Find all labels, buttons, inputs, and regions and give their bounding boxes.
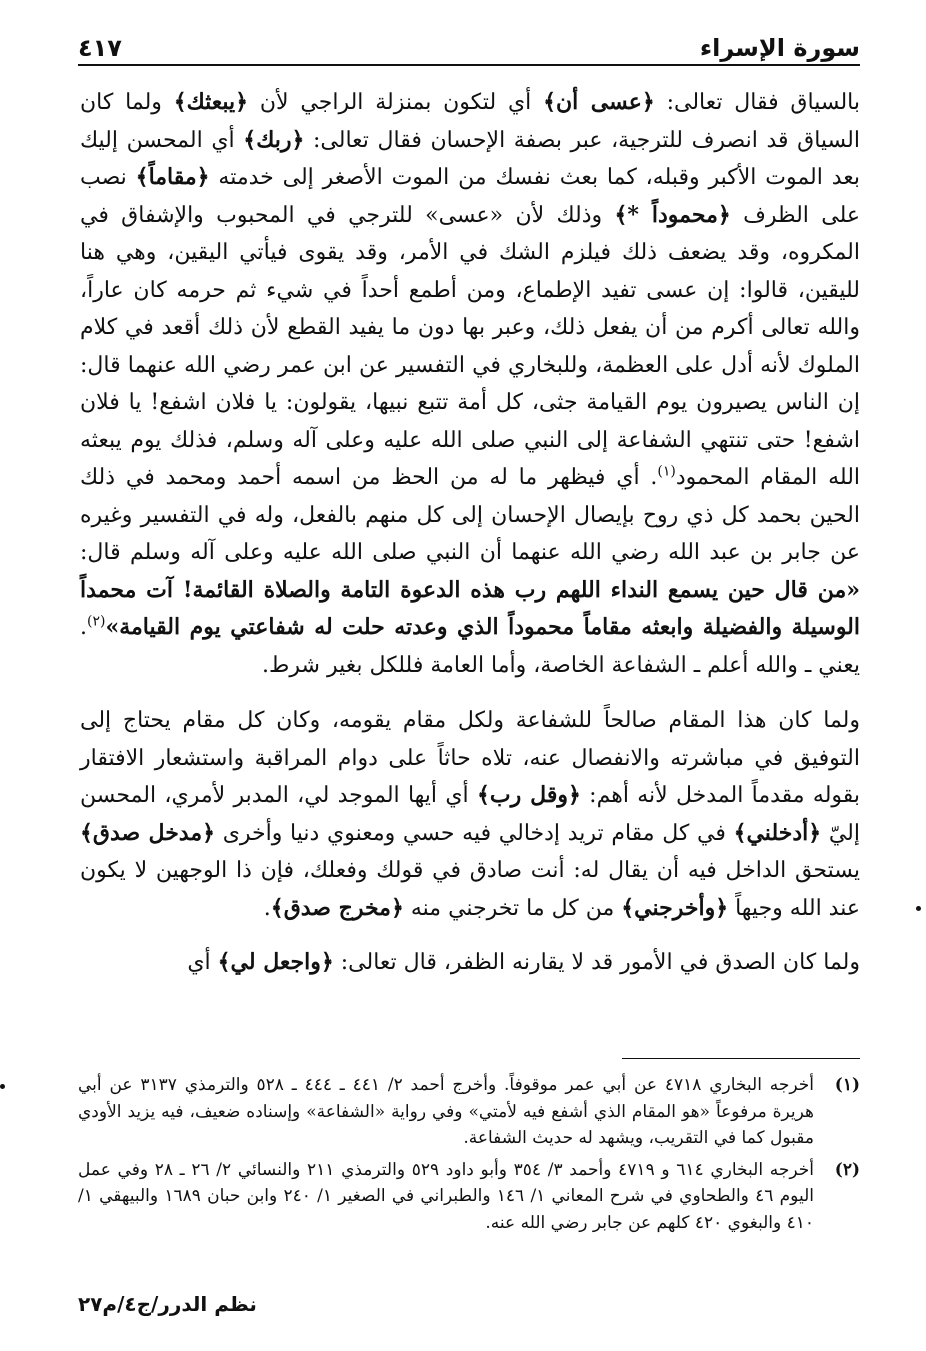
footnotes	[78, 1072, 860, 1241]
quran-quote: ﴿وأخرجني﴾	[621, 894, 729, 921]
text-run: بالسياق فقال تعالى:	[654, 90, 860, 115]
text-run: ولما كان السياق قد انصرف للترجية، عبر بصفة الإحسان فقال تعالى:	[80, 90, 860, 153]
text-run: .	[263, 895, 271, 921]
page-number: ٤١٧	[78, 34, 122, 62]
margin-dot	[916, 906, 921, 911]
text-run: . يعني ـ والله أعلم ـ الشفاعة الخاصة، وأما العامة فللكل بغير شرط.	[80, 615, 860, 678]
main-text	[80, 84, 860, 982]
text-run: أي	[187, 950, 218, 975]
quran-quote: ﴿عسى أن﴾	[543, 89, 655, 115]
quran-quote: ﴿محموداً *﴾	[614, 201, 731, 228]
footnote-number: (٢)	[834, 1159, 860, 1180]
footnote-ref: (٢)	[87, 613, 106, 630]
text-run: وذلك لأن «عسى» للترجي في المحبوب والإشفاق في المكروه، وقد يضعف ذلك فيلزم الشك في الأمر، وقد يقوى فيأتي اليقين، وهي هنا لليقين، قالوا: إن عسى تفيد الإطماع، ومن أطمع أحداً في شيء ثم حرمه كان عاراً، والله تعالى أكرم من أن يفعل ذلك، وعبر بها دون ما يفيد القطع لأن ذلك أقعد في كلام الملوك لأنه أدل على العظمة، وللبخاري في التفسير عن ابن عمر رضي الله عنهما قال: إن الناس يصيرون يوم القيامة جثى، كل أمة تتبع نبيها، يقولون: يا فلان اشفع! يا فلان اشفع! حتى تنتهي الشفاعة إلى النبي صلى الله عليه وعلى آله وسلم، فذلك يوم يبعثه الله المقام المحمود	[80, 202, 861, 490]
signature-mark: نظم الدرر/ج٤/م٢٧	[78, 1292, 257, 1316]
text-run: أي لتكون بمنزلة الراجي لأن	[248, 90, 544, 115]
paragraph-3	[80, 944, 860, 982]
text-run: يستحق الداخل فيه أن يقال له: أنت صادق في قولك وفعلك، فإن ذا الوجهين لا يكون عند الله وجيهاً	[80, 858, 860, 921]
quran-quote: ﴿واجعل لي﴾	[217, 949, 334, 975]
quran-quote: ﴿ربك﴾	[243, 126, 305, 153]
footnote-number: (١)	[834, 1075, 860, 1095]
quran-quote: ﴿يبعثك﴾	[173, 89, 249, 115]
quran-quote: ﴿مقاماً﴾	[135, 164, 210, 190]
footnote-text: أخرجه البخاري ٤٧١٨ عن أبي عمر موقوفاً. وأخرج أحمد ٢/ ٤٤١ ـ ٤٤٤ ـ ٥٢٨ والترمذي ٣١٣٧ عن أبي هريرة مرفوعاً «هو المقام الذي أشفع فيه لأمتي» وفي رواية «الشفاعة» وإسناده ضعيف، فيه يزيد الأودي مقبول كما في التقريب، ويشهد له حديث الشفاعة.	[78, 1075, 814, 1148]
footnote-text: أخرجه البخاري ٦١٤ و ٤٧١٩ وأحمد ٣/ ٣٥٤ وأبو داود ٥٢٩ والترمذي ٢١١ والنسائي ٢/ ٢٦ ـ ٢٨ وفي عمل اليوم ٤٦ والطحاوي في شرح المعاني ١/ ١٤٦ والطبراني في الصغير ١/ ٢٤٠ وابن حبان ١٦٨٩ والبيهقي ١/ ٤١٠ والبغوي ٤٢٠ كلهم عن جابر رضي الله عنه.	[78, 1159, 814, 1233]
text-run: . أي فيظهر ما له من الحظ من اسمه أحمد ومحمد في ذلك الحين بحمد كل ذي روح بإيصال الإحسان إلى كل منهم بالفعل، وله في التفسير وغيره عن جابر بن عبد الله رضي الله عنهما أن النبي صلى الله عليه وعلى آله وسلم قال:	[80, 465, 860, 565]
paragraph-1	[80, 84, 860, 684]
quran-quote: ﴿وقل رب﴾	[476, 782, 581, 808]
footnote-2	[78, 1157, 860, 1237]
text-run: نصب على الظرف	[80, 165, 860, 228]
quran-quote: ﴿مخرج صدق﴾	[270, 894, 404, 921]
text-run: في كل مقام تريد إدخالي فيه حسي ومعنوي دنيا وأخرى	[215, 820, 734, 846]
footnote-separator	[622, 1058, 860, 1059]
quran-quote: ﴿أدخلني﴾	[733, 819, 822, 846]
header-rule	[78, 64, 860, 66]
text-run: من كل ما تخرجني منه	[403, 895, 622, 921]
surah-title: سورة الإسراء	[699, 34, 860, 62]
quran-quote: «من قال حين يسمع النداء اللهم رب هذه الدعوة التامة والصلاة القائمة! آت محمداً الوسيلة والفضيلة وابعثه مقاماً محموداً الذي وعدته حلت له شفاعتي يوم القيامة»	[80, 576, 860, 640]
paragraph-2	[80, 702, 860, 927]
text-run: أي المحسن إليك بعد الموت الأكبر وقبله، كما بعث نفسك من الموت الأصغر إلى خدمته	[80, 127, 861, 190]
text-run: ولما كان الصدق في الأمور قد لا يقارنه الظفر، قال تعالى:	[333, 950, 860, 975]
margin-dot	[0, 1084, 5, 1089]
running-header	[78, 32, 860, 66]
text-run: أي أيها الموجد لي، المدبر لأمري، المحسن إليّ	[80, 783, 860, 846]
quran-quote: ﴿مدخل صدق﴾	[80, 819, 216, 846]
footnote-1	[78, 1072, 860, 1152]
text-run: ولما كان هذا المقام صالحاً للشفاعة ولكل مقام يقومه، وكان كل مقام يحتاج إلى التوفيق في مباشرته والانفصال عنه، تلاه حاثاً على دوام المراقبة واستشعار الافتقار بقوله مقدماً المدخل لأنه أهم:	[80, 708, 861, 808]
footnote-ref: (١)	[657, 463, 676, 480]
